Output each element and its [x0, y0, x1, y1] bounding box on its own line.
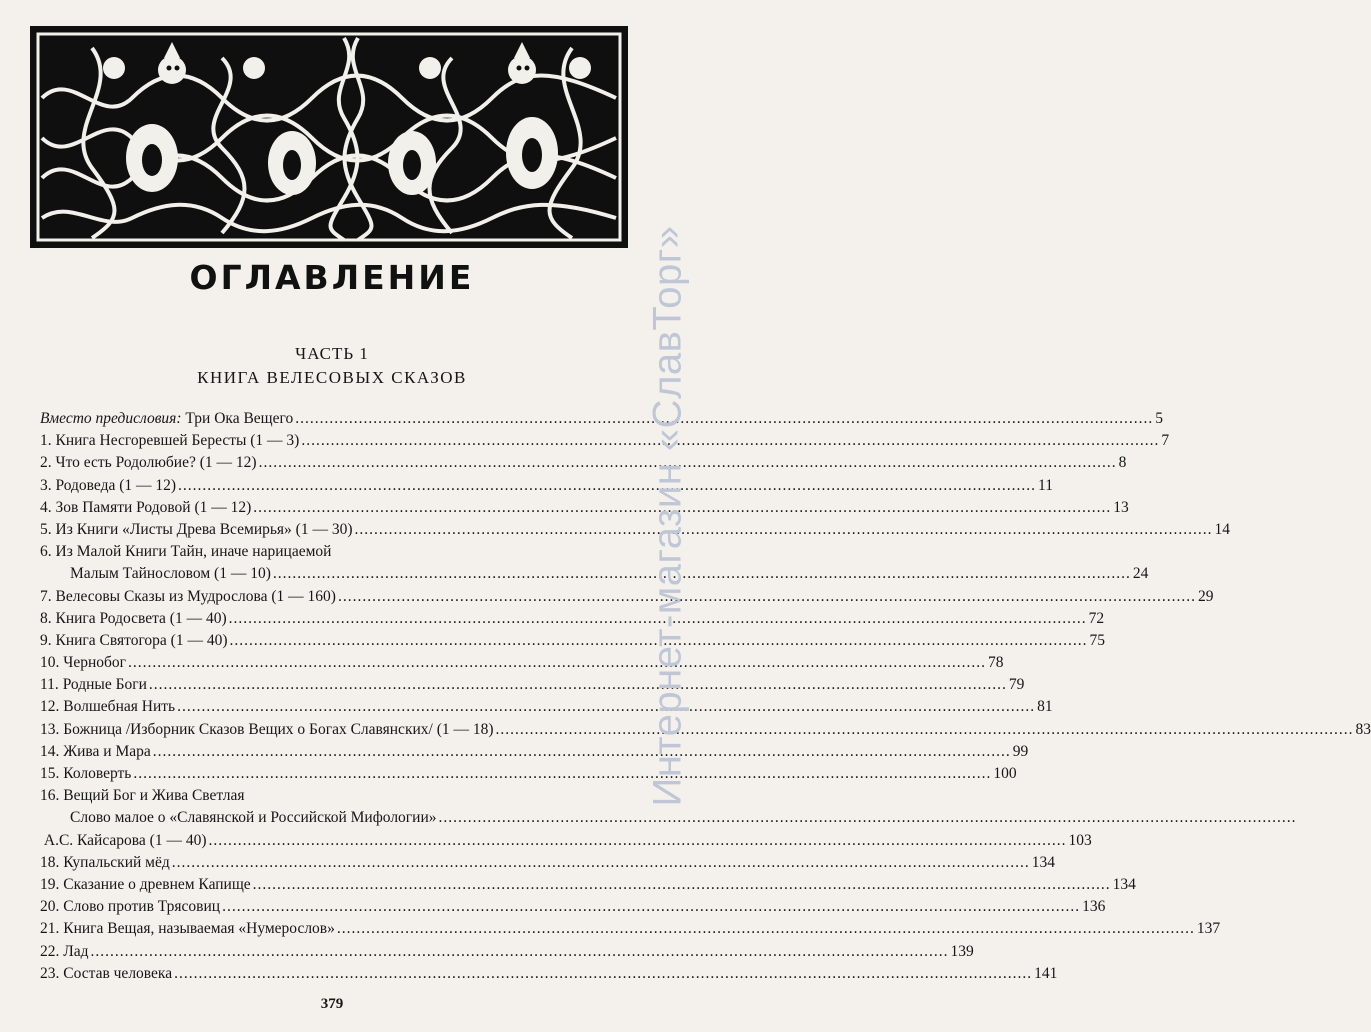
toc-entry-number: 15. — [40, 765, 60, 782]
toc-entry-text: Слово малое о «Славянской и Российской Мифологии» — [70, 809, 437, 827]
toc-entry-number: 16. — [40, 787, 60, 805]
toc-entry-text: Сказание о древнем Капище — [63, 875, 251, 893]
toc-entry[interactable] — [40, 918, 1221, 940]
toc-entry-text: Малым Тайнословом (1 — 10) — [70, 565, 271, 583]
toc-entry-text: Из Малой Книги Тайн, иначе нарицаемой — [55, 543, 332, 561]
part-title: КНИГА ВЕЛЕСОВЫХ СКАЗОВ — [197, 368, 467, 387]
toc-entry-continuation[interactable] — [40, 563, 1149, 585]
toc-entry-text: Состав человека — [63, 964, 173, 982]
toc-entry[interactable] — [40, 430, 1170, 452]
toc-entry-text: Чернобог — [63, 654, 126, 672]
toc-entry-number: 14. — [40, 742, 60, 760]
leader-dots — [208, 830, 1066, 852]
toc-entry[interactable] — [40, 408, 1163, 430]
toc-entry-text: Лад — [63, 942, 89, 960]
leader-dots — [496, 719, 1354, 741]
leader-dots — [153, 741, 1011, 763]
toc-entry[interactable] — [40, 830, 1092, 852]
toc-entry[interactable] — [40, 475, 1053, 497]
toc-entry-page: 137 — [1196, 920, 1221, 938]
toc-entry-text: Книга Родосвета (1 — 40) — [55, 609, 227, 627]
leader-dots — [295, 408, 1153, 430]
toc-entry[interactable] — [40, 608, 1105, 630]
leader-dots — [338, 586, 1196, 608]
watermark — [640, 8, 696, 1024]
leader-dots — [301, 430, 1159, 452]
toc-entry-page: 79 — [1008, 676, 1025, 694]
leader-dots — [128, 652, 986, 674]
toc-entry-number: 20. — [40, 898, 60, 916]
toc-entry-page: 134 — [1031, 853, 1055, 871]
leader-dots — [174, 963, 1032, 985]
toc-entry-page: 78 — [988, 654, 1004, 672]
toc-entry-number: 21. — [40, 920, 60, 938]
toc-entry-number: 6. — [40, 543, 52, 561]
toc-entry-page: 141 — [1034, 964, 1058, 982]
toc-entry[interactable] — [40, 963, 1058, 985]
toc-entry-page: 99 — [1012, 742, 1029, 760]
page-number: 379 — [320, 996, 344, 1012]
toc-entry-number: 2. — [40, 454, 52, 472]
toc-entry[interactable] — [40, 497, 1129, 519]
toc-entry[interactable] — [40, 586, 1214, 608]
toc-entry-text: Родные Боги — [62, 676, 147, 694]
toc-entry-page: 75 — [1089, 631, 1105, 649]
toc-entry-page: 136 — [1082, 898, 1106, 916]
toc-entry-page: 100 — [993, 765, 1017, 782]
toc-entry-text: А.С. Кайсарова (1 — 40) — [43, 831, 207, 849]
toc-entry-number: 18. — [40, 853, 60, 871]
toc-entry-page: 139 — [950, 942, 974, 960]
toc-entry-page: 5 — [1155, 410, 1163, 427]
toc-entry-page: 11 — [1038, 476, 1053, 494]
toc-entry-text: Коловерть — [63, 765, 132, 782]
toc-entry-page: 29 — [1197, 587, 1214, 605]
toc-entry-page: 14 — [1214, 520, 1231, 538]
toc-entry-page: 103 — [1068, 831, 1092, 849]
toc-entry-number: 19. — [40, 875, 60, 893]
toc-entry-number: 8. — [40, 609, 52, 627]
leader-dots — [172, 852, 1030, 874]
toc-entry[interactable] — [40, 719, 1371, 741]
toc-entry-page: 72 — [1088, 609, 1105, 627]
toc-entry-text: Волшебная Нить — [63, 698, 176, 716]
toc-entry-text: Книга Несгоревшей Бересты (1 — 3) — [55, 432, 300, 450]
toc-entry-text: Слово против Трясовиц — [63, 898, 221, 916]
toc-entry-text: Три Ока Вещего — [181, 410, 294, 427]
leader-dots — [355, 519, 1213, 541]
toc-entry-continuation[interactable] — [40, 807, 634, 829]
toc-entry-number: 7. — [40, 587, 52, 605]
toc-entry-page: 8 — [1118, 454, 1127, 472]
leader-dots — [337, 918, 1195, 940]
toc-entry-number: 12. — [40, 698, 60, 716]
toc-entry[interactable] — [40, 874, 1136, 896]
part-label: ЧАСТЬ 1 — [295, 344, 369, 363]
toc-entry-text: Божница /Изборник Сказов Вещих о Богах Славянских/ (1 — 18) — [63, 720, 494, 738]
toc-entry-number: 1. — [40, 432, 52, 450]
toc-entry-page: 134 — [1112, 875, 1136, 893]
toc-entry-number: 3. — [40, 476, 52, 494]
toc-entry-number: 22. — [40, 942, 60, 960]
toc-entry-number: 23. — [40, 964, 60, 982]
toc-entry[interactable] — [40, 541, 634, 563]
toc-entry-number: 10. — [40, 654, 60, 672]
toc-entry-text: Жива и Мара — [63, 742, 151, 760]
toc-entry[interactable] — [40, 896, 1106, 918]
toc-entry-page: 24 — [1132, 565, 1149, 583]
toc-entry-text: Купальский мёд — [63, 853, 170, 871]
toc-entry[interactable] — [40, 652, 1004, 674]
toc-entry[interactable] — [40, 741, 1029, 763]
toc-entry[interactable] — [40, 763, 1017, 785]
toc-entry-text: Книга Вещая, называемая «Нумерослов» — [63, 920, 335, 938]
toc-entry[interactable] — [40, 696, 1053, 718]
toc-entry[interactable] — [40, 674, 1025, 696]
toc-entry-page: 83 — [1355, 720, 1371, 738]
leader-dots — [177, 696, 1035, 718]
toc-entry[interactable] — [40, 785, 634, 807]
toc-entry-page: 7 — [1161, 432, 1170, 450]
leader-dots — [273, 563, 1131, 585]
toc-entry-text: Что есть Родолюбие? (1 — 12) — [55, 454, 257, 472]
toc-entry-number: 13. — [40, 720, 60, 738]
leader-dots — [91, 941, 949, 963]
leader-dots — [178, 475, 1036, 497]
toc-entry-text: Книга Святогора (1 — 40) — [55, 631, 228, 649]
toc-entry-number: 11. — [40, 676, 59, 694]
toc-entry-prefix: Вместо предисловия: — [40, 410, 182, 427]
leader-dots — [439, 807, 1297, 829]
toc-entry-page: 81 — [1037, 698, 1053, 716]
toc-entry-page: 13 — [1113, 498, 1129, 516]
leader-dots — [149, 674, 1007, 696]
toc-entry[interactable] — [40, 941, 974, 963]
toc-entry[interactable] — [40, 519, 1231, 541]
toc-entry-text: Из Книги «Листы Древа Всемирья» (1 — 30) — [55, 520, 353, 538]
toc-entry-text: Велесовы Сказы из Мудрослова (1 — 160) — [55, 587, 336, 605]
toc-entry-number: 4. — [40, 498, 52, 516]
toc-entry-text: Родоведа (1 — 12) — [55, 476, 177, 494]
toc-heading: ОГЛАВЛЕНИЕ — [189, 258, 475, 297]
toc-entry[interactable] — [40, 630, 1105, 652]
toc-entry-text: Вещий Бог и Жива Светлая — [63, 787, 245, 805]
toc-entry[interactable] — [40, 852, 1055, 874]
leader-dots — [133, 763, 991, 785]
toc-entry[interactable] — [40, 452, 1127, 474]
ornament-header-image — [30, 26, 628, 248]
toc-entry-text: Зов Памяти Родовой (1 — 12) — [55, 498, 252, 516]
toc-entry-number: 9. — [40, 631, 52, 649]
watermark-text: Интернет-магазин «СлавТорг» — [645, 225, 690, 807]
toc-entry-number: 5. — [40, 520, 52, 538]
